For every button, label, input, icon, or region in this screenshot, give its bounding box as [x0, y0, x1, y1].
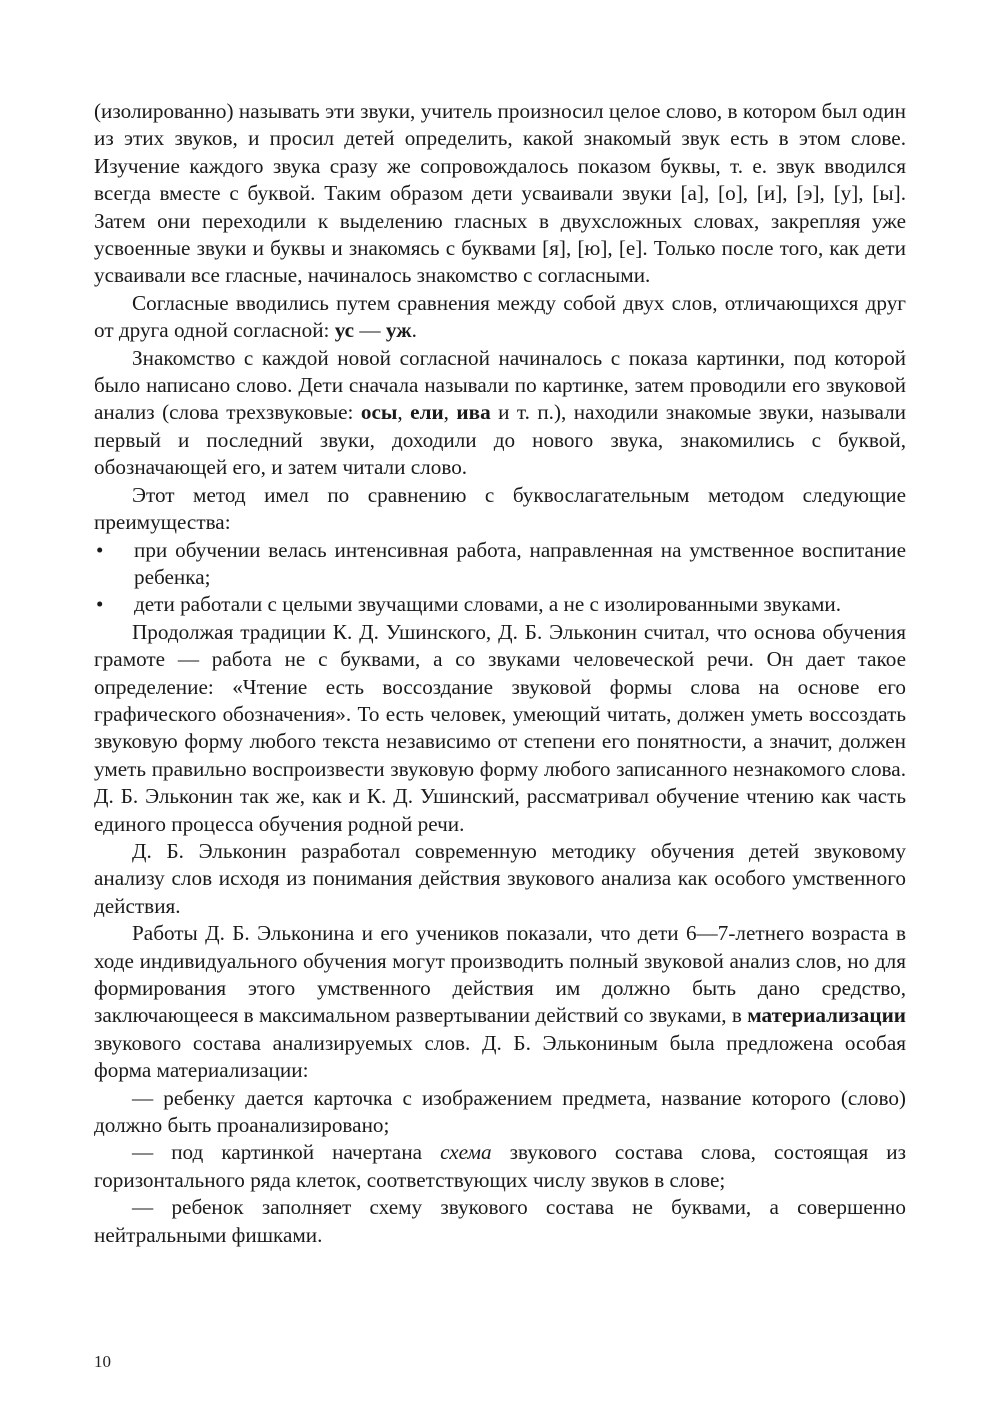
dash-item-2: — под картинкой начертана схема звукового состава слова, состоящая из горизонтального ряда клеток, соответствующих числу звуков в слове;	[94, 1140, 906, 1192]
paragraph-2: Согласные вводились путем сравнения между собой двух слов, отличающихся друг от друга одной согласной: ус — уж.	[94, 290, 906, 343]
list-item: • при обучении велась интенсивная работа, направленная на умственное воспитание ребенка;	[96, 537, 906, 589]
list-item: • дети работали с целыми звучащими словами, а не с изолированными звуками.	[94, 591, 906, 618]
paragraph-7: Работы Д. Б. Эльконина и его учеников показали, что дети 6—7-летнего возраста в ходе индивидуального обучения могут производить полный звуковой анализ слов, но для формирования этого умственного действия им должно быть дано средство, заключающееся в максимальном развертывании действий со звуками, в материализации звукового состава анализируемых слов. Д. Б. Элькониным была предложена особая форма материализации:	[94, 921, 906, 1083]
bold-word-us: ус	[334, 318, 355, 343]
bullet-marker: •	[96, 537, 104, 562]
dash-item-1: — ребенку дается карточка с изображением предмета, название которого (слово) должно быть проанализировано;	[94, 1085, 906, 1138]
paragraph-3: Знакомство с каждой новой согласной начиналось с показа картинки, под которой было написано слово. Дети сначала называли по картинке, затем проводили его звуковой анализ (слова трехзвуковые: осы, ели, ива и т. п.), находили знакомые звуки, называли первый и последний звуки, доходили до нового звука, знакомились с буквой, обозначающей его, и затем читали слово.	[94, 345, 906, 480]
page-number: 10	[94, 1352, 111, 1371]
bullet-marker: •	[96, 592, 104, 617]
body-text	[94, 98, 906, 1249]
italic-word-schema: схема	[440, 1140, 492, 1165]
dash-item-3: — ребенок заполняет схему звукового состава не буквами, а совершенно нейтральными фишками.	[94, 1195, 906, 1247]
advantages-list	[94, 537, 906, 619]
paragraph-5: Продолжая традиции К. Д. Ушинского, Д. Б. Эльконин считал, что основа обучения грамоте — работа не с буквами, а со звуками человеческой речи. Он дает такое определение: «Чтение есть воссоздание звуковой формы слова на основе его графического обозначения». То есть человек, умеющий читать, должен уметь воссоздать звуковую форму любого текста независимо от степени его понятности, а значит, должен уметь правильно воспроизвести звуковую форму любого записанного незнакомого слова. Д. Б. Эльконин так же, как и К. Д. Ушинский, рассматривал обучение чтению как часть единого процесса обучения родной речи.	[94, 619, 906, 836]
bold-word-materialization: материализации	[747, 1003, 906, 1028]
paragraph-4: Этот метод имел по сравнению с буквослагательным методом следующие преимущества:	[94, 482, 906, 535]
bold-word-osy: осы	[360, 400, 398, 425]
bold-word-iva: ива	[456, 400, 491, 425]
bold-word-uzh: уж	[385, 318, 412, 343]
paragraph-6: Д. Б. Эльконин разработал современную методику обучения детей звуковому анализу слов исходя из понимания действия звукового анализа как особого умственного действия.	[94, 838, 906, 918]
paragraph-1: (изолированно) называть эти звуки, учитель произносил целое слово, в котором был один из этих звуков, и просил детей определить, какой знакомый звук есть в этом слове. Изучение каждого звука сразу же сопровождалось показом буквы, т. е. звук вводился всегда вместе с буквой. Таким образом дети усваивали звуки [а], [о], [и], [э], [у], [ы]. Затем они переходили к выделению гласных в двухсложных словах, закрепляя уже усвоенные звуки и буквы и знакомясь с буквами [я], [ю], [е]. Только после того, как дети усваивали все гласные, начиналось знакомство с согласными.	[94, 99, 906, 288]
bold-word-eli: ели	[410, 400, 444, 425]
